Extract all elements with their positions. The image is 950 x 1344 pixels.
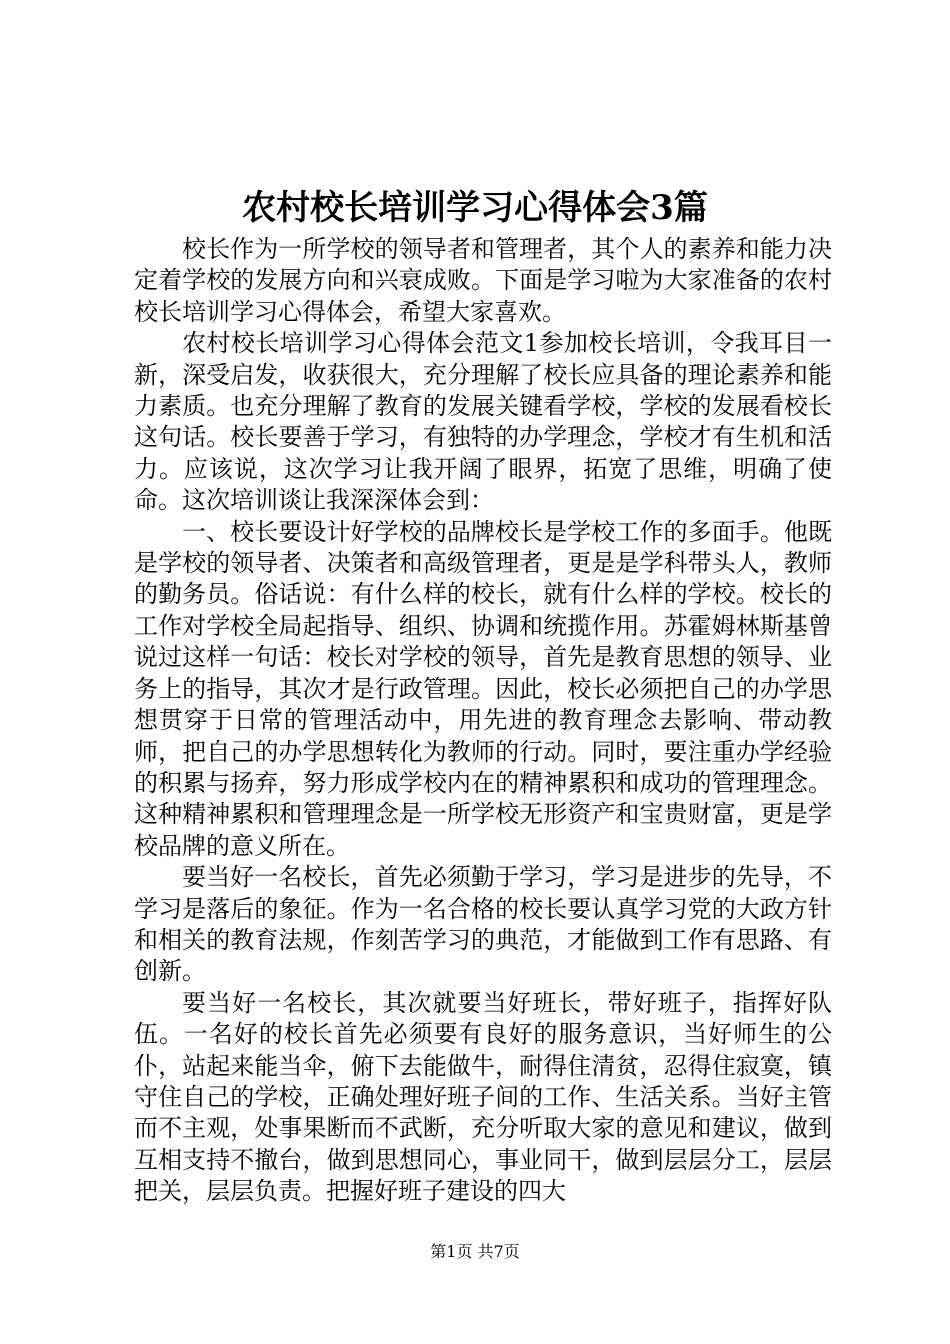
paragraph-lead-team: 要当好一名校长，其次就要当好班长，带好班子，指挥好队伍。一名好的校长首先必须要有良好的服务意识，当好师生的公仆，站起来能当伞，俯下去能做牛，耐得住清贫，忍得住寂寞，镇守住自己的学校，正确处理好班子间的工作、生活关系。当好主管而不主观，处事果断而不武断，充分听取大家的意见和建议，做到互相支持不撤台，做到思想同心，事业同干，做到层层分工，层层把关，层层负责。把握好班子建设的四大 <box>134 988 832 1206</box>
paragraph-school-brand: 一、校长要设计好学校的品牌校长是学校工作的多面手。他既是学校的领导者、决策者和高级管理者，更是是学科带头人，教师的勤务员。俗话说：有什么样的校长，就有什么样的学校。校长的工作对学校全局起指导、组织、协调和统揽作用。苏霍姆林斯基曾说过这样一句话：校长对学校的领导，首先是教育思想的领导、业务上的指导，其次才是行政管理。因此，校长必须把自己的办学思想贯穿于日常的管理活动中，用先进的教育理念去影响、带动教师，把自己的办学思想转化为教师的行动。同时，要注重办学经验的积累与扬弃，努力形成学校内在的精神累积和成功的管理理念。这种精神累积和管理理念是一所学校无形资产和宝贵财富，更是学校品牌的意义所在。 <box>134 517 832 860</box>
paragraph-essay-1-opening: 农村校长培训学习心得体会范文1参加校长培训，令我耳目一新，深受启发，收获很大，充分理解了校长应具备的理论素养和能力素质。也充分理解了教育的发展关键看学校，学校的发展看校长这句话。校长要善于学习，有独特的办学理念，学校才有生机和活力。应该说，这次学习让我开阔了眼界，拓宽了思维，明确了使命。这次培训谈让我深深体会到： <box>134 329 832 515</box>
document-body <box>134 234 832 1208</box>
paragraph-diligent-study: 要当好一名校长，首先必须勤于学习，学习是进步的先导，不学习是落后的象征。作为一名合格的校长要认真学习党的大政方针和相关的教育法规，作刻苦学习的典范，才能做到工作有思路、有创新。 <box>134 863 832 986</box>
page-number-footer: 第1页 共7页 <box>430 1242 520 1261</box>
paragraph-intro: 校长作为一所学校的领导者和管理者，其个人的素养和能力决定着学校的发展方向和兴衰成败。下面是学习啦为大家准备的农村校长培训学习心得体会，希望大家喜欢。 <box>134 235 832 326</box>
document-title: 农村校长培训学习心得体会3篇 <box>242 188 708 228</box>
